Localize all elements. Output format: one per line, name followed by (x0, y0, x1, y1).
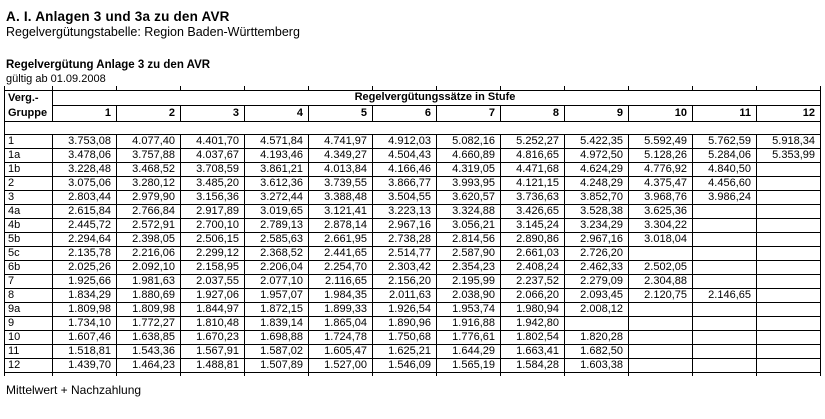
cell-value: 4.816,65 (501, 148, 565, 162)
cell-value: 1.663,41 (501, 344, 565, 358)
cell-value: 1.899,33 (309, 302, 373, 316)
cell-value: 2.979,90 (117, 190, 181, 204)
table-row (5, 246, 821, 260)
cell-value: 4.972,50 (565, 148, 629, 162)
cell-value: 2.587,90 (437, 246, 501, 260)
cell-value: 4.248,29 (565, 176, 629, 190)
cell-value: 5.353,99 (757, 148, 821, 162)
table-row (5, 358, 821, 372)
column-header-step: 3 (181, 106, 245, 122)
cell-value: 1.809,98 (53, 302, 117, 316)
page-subtitle: Regelvergütungstabelle: Region Baden-Württemberg (6, 25, 300, 39)
corner-header (5, 90, 53, 121)
cell-value: 2.303,42 (373, 260, 437, 274)
column-header-step: 4 (245, 106, 309, 122)
column-header-step: 11 (693, 106, 757, 122)
cell-value: 5.284,06 (693, 148, 757, 162)
cell-value: 1.670,23 (181, 330, 245, 344)
cell-value: 2.967,16 (565, 232, 629, 246)
cell-value: 1.980,94 (501, 302, 565, 316)
cell-value: 1.890,96 (373, 316, 437, 330)
cell-value: 4.776,92 (629, 162, 693, 176)
cell-value: 3.156,36 (181, 190, 245, 204)
cell-value: 1.625,21 (373, 344, 437, 358)
tick-cell (181, 372, 245, 376)
cell-value (629, 344, 693, 358)
cell-value: 1.872,15 (245, 302, 309, 316)
cell-value: 4.349,27 (309, 148, 373, 162)
cell-value (629, 302, 693, 316)
table-row (5, 176, 821, 190)
cell-value: 2.726,20 (565, 246, 629, 260)
cell-value: 1.953,74 (437, 302, 501, 316)
cell-value: 4.319,05 (437, 162, 501, 176)
cell-value: 2.116,65 (309, 274, 373, 288)
cell-value: 3.736,63 (501, 190, 565, 204)
cell-value (757, 218, 821, 232)
tick-cell (693, 372, 757, 376)
cell-value (693, 302, 757, 316)
cell-value: 3.280,12 (117, 176, 181, 190)
cell-value: 2.237,52 (501, 274, 565, 288)
cell-value (693, 358, 757, 372)
cell-value: 4.571,84 (245, 134, 309, 148)
row-group-label: 1 (5, 134, 53, 148)
cell-value (693, 344, 757, 358)
cell-value: 3.861,21 (245, 162, 309, 176)
row-group-label: 10 (5, 330, 53, 344)
cell-value: 2.038,90 (437, 288, 501, 302)
cell-value: 2.615,84 (53, 204, 117, 218)
cell-value: 1.567,91 (181, 344, 245, 358)
cell-value: 1.488,81 (181, 358, 245, 372)
cell-value (565, 316, 629, 330)
cell-value (757, 344, 821, 358)
cell-value: 2.135,78 (53, 246, 117, 260)
cell-value (629, 330, 693, 344)
cell-value: 4.375,47 (629, 176, 693, 190)
cell-value: 3.056,21 (437, 218, 501, 232)
table-row (5, 134, 821, 148)
cell-value (693, 274, 757, 288)
column-header-step: 9 (565, 106, 629, 122)
table-row (5, 218, 821, 232)
cell-value: 3.019,65 (245, 204, 309, 218)
cell-value: 2.025,26 (53, 260, 117, 274)
cell-value: 2.195,99 (437, 274, 501, 288)
cell-value: 4.401,70 (181, 134, 245, 148)
cell-value: 1.464,23 (117, 358, 181, 372)
cell-value: 2.967,16 (373, 218, 437, 232)
row-group-label: 3 (5, 190, 53, 204)
cell-value: 2.514,77 (373, 246, 437, 260)
cell-value: 1.750,68 (373, 330, 437, 344)
spacer-cell (5, 121, 821, 134)
page-title: A. I. Anlagen 3 und 3a zu den AVR (6, 9, 230, 24)
cell-value: 2.445,72 (53, 218, 117, 232)
cell-value: 1.916,88 (437, 316, 501, 330)
cell-value: 3.228,48 (53, 162, 117, 176)
cell-value: 1.587,02 (245, 344, 309, 358)
cell-value: 3.145,24 (501, 218, 565, 232)
row-group-label: 1a (5, 148, 53, 162)
column-header-step: 6 (373, 106, 437, 122)
row-group-label: 4b (5, 218, 53, 232)
cell-value: 2.661,95 (309, 232, 373, 246)
cell-value: 4.013,84 (309, 162, 373, 176)
cell-value: 5.592,49 (629, 134, 693, 148)
cell-value: 2.572,91 (117, 218, 181, 232)
cell-value: 2.408,24 (501, 260, 565, 274)
cell-value: 4.840,50 (693, 162, 757, 176)
table-row (5, 232, 821, 246)
cell-value: 2.037,55 (181, 274, 245, 288)
cell-value: 3.478,06 (53, 148, 117, 162)
header-row-span (5, 90, 821, 106)
cell-value: 3.528,38 (565, 204, 629, 218)
tick-cell (757, 372, 821, 376)
table-row (5, 190, 821, 204)
cell-value: 3.986,24 (693, 190, 757, 204)
cell-value: 2.585,63 (245, 232, 309, 246)
cell-value: 5.762,59 (693, 134, 757, 148)
cell-value: 3.739,55 (309, 176, 373, 190)
column-header-step: 5 (309, 106, 373, 122)
table-row (5, 330, 821, 344)
cell-value: 1.802,54 (501, 330, 565, 344)
cell-value: 2.254,70 (309, 260, 373, 274)
cell-value: 2.011,63 (373, 288, 437, 302)
cell-value: 2.066,20 (501, 288, 565, 302)
cell-value: 5.128,26 (629, 148, 693, 162)
cell-value (757, 302, 821, 316)
row-group-label: 9 (5, 316, 53, 330)
cell-value: 3.324,88 (437, 204, 501, 218)
cell-value: 1.839,14 (245, 316, 309, 330)
column-header-step: 7 (437, 106, 501, 122)
cell-value: 1.638,85 (117, 330, 181, 344)
cell-value: 1.927,06 (181, 288, 245, 302)
regelverguetung-table (4, 86, 821, 376)
corner-header-line2: Gruppe (8, 106, 48, 119)
cell-value: 1.507,89 (245, 358, 309, 372)
cell-value: 1.584,28 (501, 358, 565, 372)
cell-value: 5.082,16 (437, 134, 501, 148)
cell-value: 3.993,95 (437, 176, 501, 190)
cell-value (757, 330, 821, 344)
cell-value: 4.193,46 (245, 148, 309, 162)
cell-value: 2.506,15 (181, 232, 245, 246)
cell-value: 2.077,10 (245, 274, 309, 288)
tick-cell (501, 372, 565, 376)
cell-value: 4.456,60 (693, 176, 757, 190)
row-group-label: 2 (5, 176, 53, 190)
cell-value: 5.252,27 (501, 134, 565, 148)
row-group-label: 11 (5, 344, 53, 358)
cell-value (757, 176, 821, 190)
cell-value: 1.607,46 (53, 330, 117, 344)
cell-value (757, 288, 821, 302)
tick-cell (629, 372, 693, 376)
table-row (5, 316, 821, 330)
cell-value: 3.075,06 (53, 176, 117, 190)
cell-value: 1.565,19 (437, 358, 501, 372)
cell-value: 1.810,48 (181, 316, 245, 330)
cell-value: 3.304,22 (629, 218, 693, 232)
cell-value (757, 274, 821, 288)
cell-value: 1.724,78 (309, 330, 373, 344)
cell-value: 2.398,05 (117, 232, 181, 246)
cell-value: 1.957,07 (245, 288, 309, 302)
cell-value: 2.294,64 (53, 232, 117, 246)
cell-value (693, 316, 757, 330)
cell-value: 1.772,27 (117, 316, 181, 330)
table-row (5, 148, 821, 162)
tick-cell (53, 372, 117, 376)
cell-value: 2.216,06 (117, 246, 181, 260)
cell-value: 4.504,43 (373, 148, 437, 162)
cell-value: 3.708,59 (181, 162, 245, 176)
cell-value: 1.527,00 (309, 358, 373, 372)
row-group-label: 9a (5, 302, 53, 316)
cell-value: 3.753,08 (53, 134, 117, 148)
cell-value: 1.865,04 (309, 316, 373, 330)
cell-value: 2.878,14 (309, 218, 373, 232)
cell-value: 2.206,04 (245, 260, 309, 274)
cell-value: 1.820,28 (565, 330, 629, 344)
cell-value: 2.354,23 (437, 260, 501, 274)
table-row (5, 162, 821, 176)
cell-value: 2.890,86 (501, 232, 565, 246)
cell-value: 3.612,36 (245, 176, 309, 190)
tick-cell (373, 372, 437, 376)
column-header-step: 2 (117, 106, 181, 122)
cell-value: 1.734,10 (53, 316, 117, 330)
row-group-label: 4a (5, 204, 53, 218)
cell-value: 4.660,89 (437, 148, 501, 162)
cell-value: 2.766,84 (117, 204, 181, 218)
table-row (5, 288, 821, 302)
row-group-label: 12 (5, 358, 53, 372)
cell-value (693, 246, 757, 260)
cell-value (693, 232, 757, 246)
cell-value (693, 218, 757, 232)
cell-value: 2.146,65 (693, 288, 757, 302)
cell-value (757, 232, 821, 246)
cell-value: 1.682,50 (565, 344, 629, 358)
cell-value: 2.803,44 (53, 190, 117, 204)
cell-value (693, 204, 757, 218)
tick-cell (117, 372, 181, 376)
cell-value: 2.661,03 (501, 246, 565, 260)
cell-value: 1.603,38 (565, 358, 629, 372)
valid-from-date: gültig ab 01.09.2008 (6, 73, 106, 85)
cell-value: 1.981,63 (117, 274, 181, 288)
cell-value (629, 316, 693, 330)
cell-value: 2.092,10 (117, 260, 181, 274)
cell-value: 1.809,98 (117, 302, 181, 316)
cell-value (757, 190, 821, 204)
column-header-step: 12 (757, 106, 821, 122)
cell-value: 1.834,29 (53, 288, 117, 302)
cell-value: 1.776,61 (437, 330, 501, 344)
cell-value: 2.502,05 (629, 260, 693, 274)
cell-value (629, 246, 693, 260)
cell-value: 2.441,65 (309, 246, 373, 260)
column-header-step: 10 (629, 106, 693, 122)
table-row (5, 260, 821, 274)
cell-value: 1.942,80 (501, 316, 565, 330)
cell-value: 1.844,97 (181, 302, 245, 316)
cell-value (757, 246, 821, 260)
cell-value: 1.926,54 (373, 302, 437, 316)
cell-value: 4.037,67 (181, 148, 245, 162)
cell-value: 3.485,20 (181, 176, 245, 190)
table-caption: Regelvergütung Anlage 3 zu den AVR (6, 59, 211, 71)
tick-row-bottom (5, 372, 821, 376)
cell-value (757, 358, 821, 372)
cell-value: 3.866,77 (373, 176, 437, 190)
cell-value: 3.018,04 (629, 232, 693, 246)
table-body (5, 134, 821, 372)
cell-value: 1.605,47 (309, 344, 373, 358)
cell-value: 1.880,69 (117, 288, 181, 302)
column-header-step: 8 (501, 106, 565, 122)
cell-value: 1.698,88 (245, 330, 309, 344)
header-row-steps (5, 106, 821, 122)
cell-value: 1.439,70 (53, 358, 117, 372)
tick-cell (437, 372, 501, 376)
cell-value: 3.625,36 (629, 204, 693, 218)
cell-value (757, 204, 821, 218)
cell-value: 4.624,29 (565, 162, 629, 176)
row-group-label: 5c (5, 246, 53, 260)
cell-value: 3.121,41 (309, 204, 373, 218)
cell-value: 3.234,29 (565, 218, 629, 232)
row-group-label: 1b (5, 162, 53, 176)
cell-value: 2.008,12 (565, 302, 629, 316)
table-row (5, 302, 821, 316)
cell-value: 2.304,88 (629, 274, 693, 288)
cell-value (757, 162, 821, 176)
cell-value: 2.158,95 (181, 260, 245, 274)
cell-value: 2.299,12 (181, 246, 245, 260)
cell-value: 2.738,28 (373, 232, 437, 246)
cell-value (757, 260, 821, 274)
cell-value: 2.093,45 (565, 288, 629, 302)
cell-value: 3.504,55 (373, 190, 437, 204)
cell-value: 1.925,66 (53, 274, 117, 288)
cell-value: 4.741,97 (309, 134, 373, 148)
table-row (5, 204, 821, 218)
cell-value: 2.462,33 (565, 260, 629, 274)
cell-value: 4.121,15 (501, 176, 565, 190)
table-row (5, 274, 821, 288)
cell-value: 3.388,48 (309, 190, 373, 204)
row-group-label: 5b (5, 232, 53, 246)
tick-cell (5, 372, 53, 376)
cell-value: 2.156,20 (373, 274, 437, 288)
cell-value: 2.700,10 (181, 218, 245, 232)
cell-value: 3.468,52 (117, 162, 181, 176)
cell-value: 3.757,88 (117, 148, 181, 162)
cell-value: 2.917,89 (181, 204, 245, 218)
tick-cell (565, 372, 629, 376)
table-header (5, 86, 821, 134)
table-row (5, 344, 821, 358)
cell-value: 3.426,65 (501, 204, 565, 218)
cell-value: 4.912,03 (373, 134, 437, 148)
spacer-row (5, 121, 821, 134)
cell-value: 3.620,57 (437, 190, 501, 204)
span-header: Regelvergütungssätze in Stufe (53, 90, 821, 106)
cell-value (757, 316, 821, 330)
tick-cell (245, 372, 309, 376)
row-group-label: 7 (5, 274, 53, 288)
cell-value: 3.852,70 (565, 190, 629, 204)
cell-value: 4.166,46 (373, 162, 437, 176)
cell-value (693, 330, 757, 344)
cell-value: 2.120,75 (629, 288, 693, 302)
cell-value: 3.968,76 (629, 190, 693, 204)
cell-value: 5.918,34 (757, 134, 821, 148)
cell-value: 1.518,81 (53, 344, 117, 358)
cell-value: 1.984,35 (309, 288, 373, 302)
cell-value: 2.814,56 (437, 232, 501, 246)
cell-value: 3.223,13 (373, 204, 437, 218)
footer-note: Mittelwert + Nachzahlung (6, 383, 142, 397)
cell-value: 2.279,09 (565, 274, 629, 288)
cell-value: 5.422,35 (565, 134, 629, 148)
cell-value: 3.272,44 (245, 190, 309, 204)
cell-value (693, 260, 757, 274)
corner-header-line1: Verg.- (8, 91, 39, 104)
cell-value: 1.644,29 (437, 344, 501, 358)
cell-value: 2.368,52 (245, 246, 309, 260)
cell-value: 1.546,09 (373, 358, 437, 372)
cell-value: 1.543,36 (117, 344, 181, 358)
cell-value (629, 358, 693, 372)
column-header-step: 1 (53, 106, 117, 122)
cell-value: 4.077,40 (117, 134, 181, 148)
row-group-label: 8 (5, 288, 53, 302)
cell-value: 4.471,68 (501, 162, 565, 176)
row-group-label: 6b (5, 260, 53, 274)
tick-cell (309, 372, 373, 376)
cell-value: 2.789,13 (245, 218, 309, 232)
